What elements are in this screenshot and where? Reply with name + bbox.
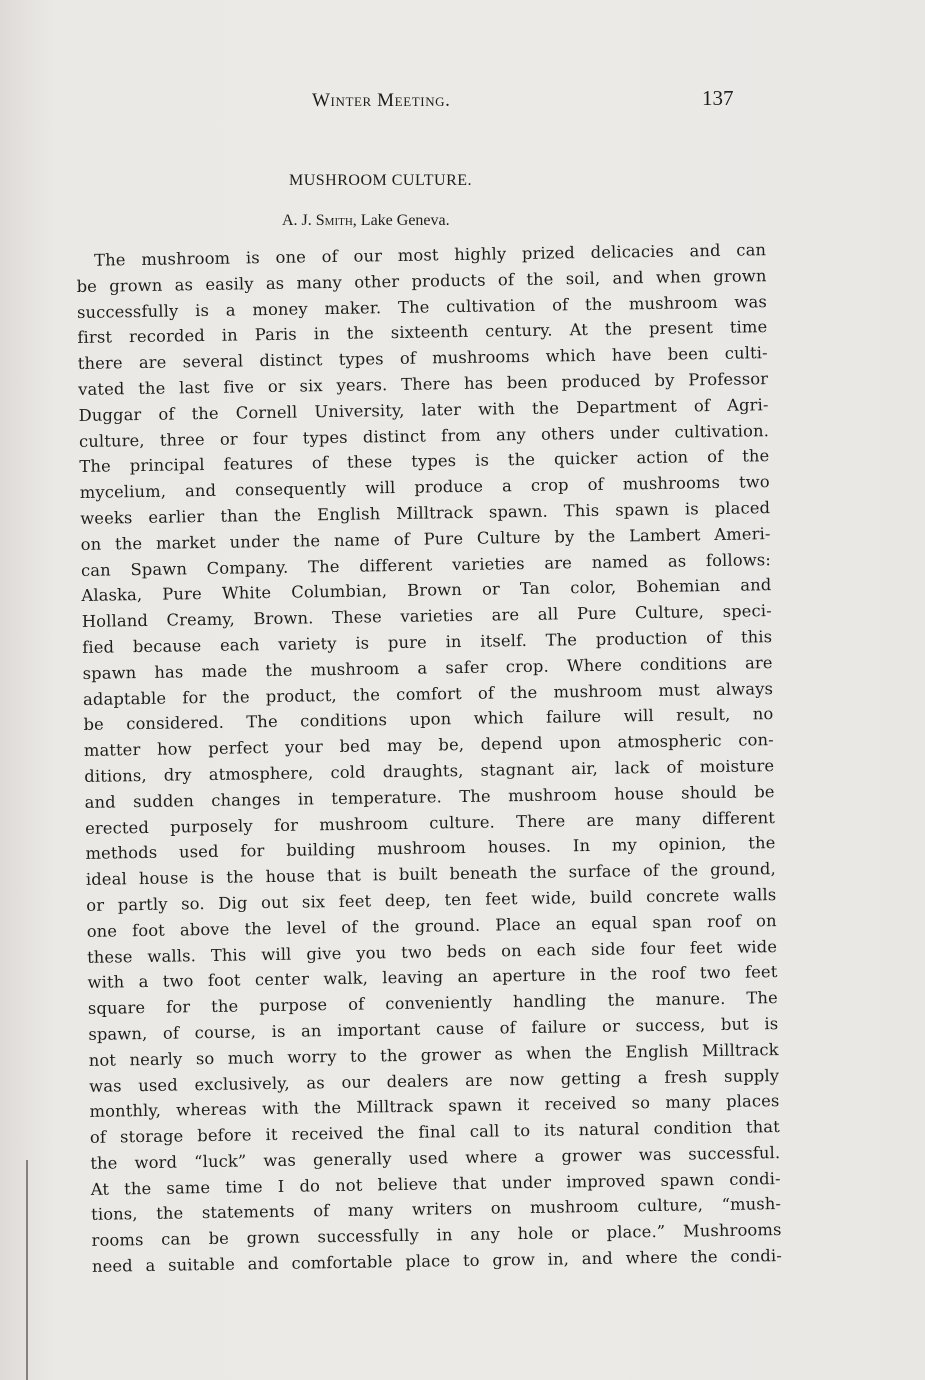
body-line: Duggar of the Cornell University, later with the Department of Agri-: [78, 394, 769, 425]
article-title: MUSHROOM CULTURE.: [289, 172, 473, 189]
body-line: need a suitable and comfortable place to grow in, and where the condi-: [91, 1246, 783, 1276]
body-line: was used exclusively, as our dealers are now getting a fresh supply: [89, 1065, 780, 1096]
body-text: [76, 237, 782, 1280]
body-line: the word “luck” was generally used where a grower was successful.: [90, 1142, 781, 1173]
body-line: ideal house is the house that is built beneath the surface of the ground,: [85, 859, 776, 890]
body-line: The mushroom is one of our most highly prized delicacies and can: [94, 240, 767, 270]
body-line: tions, the statements of many writers on mushroom culture, “mush-: [91, 1194, 782, 1225]
body-line: matter how perfect your bed may be, depend upon atmospheric con-: [83, 730, 774, 761]
body-line: rooms can be grown successfully in any hole or place.” Mushrooms: [91, 1220, 782, 1251]
body-line: successfully is a money maker. The cultivation of the mushroom was: [76, 291, 768, 322]
body-line: methods used for building mushroom houses. In my opinion, the: [85, 833, 776, 864]
body-line: spawn has made the mushroom a safer crop. Where conditions are: [82, 652, 773, 683]
body-line: Alaska, Pure White Columbian, Brown or Tan color, Bohemian and: [81, 575, 772, 606]
page-number: 137: [702, 86, 734, 110]
body-line: At the same time I do not believe that under improved spawn condi-: [90, 1168, 781, 1199]
body-line: ditions, dry atmosphere, cold draughts, stagnant air, lack of moisture: [84, 756, 775, 786]
body-line: first recorded in Paris in the sixteenth century. At the present time: [77, 317, 768, 348]
body-line: weeks earlier than the English Milltrack spawn. This spawn is placed: [80, 498, 771, 528]
body-line: of storage before it received the final call to its natural condition that: [89, 1117, 781, 1147]
body-line: be grown as easily as many other products of the soil, and when grown: [76, 265, 767, 296]
body-line: can Spawn Company. The different varieties are named as follows:: [80, 549, 772, 580]
running-head: Winter Meeting.: [312, 90, 451, 111]
body-line: Holland Creamy, Brown. These varieties are all Pure Culture, speci-: [81, 601, 772, 632]
body-line: adaptable for the product, the comfort of the mushroom must always: [82, 678, 774, 709]
body-line: erected purposely for mushroom culture. There are many different: [84, 807, 776, 838]
body-line: The principal features of these types is the quicker action of the: [79, 446, 770, 477]
body-line: mycelium, and consequently will produce a crop of mushrooms two: [79, 472, 770, 503]
body-line: vated the last five or six years. There has been produced by Professor: [78, 369, 769, 399]
body-line: these walls. This will give you two beds on each side four feet wide: [86, 936, 778, 967]
author-location: Lake Geneva.: [360, 212, 450, 229]
body-line: culture, three or four types distinct from any others under cultivation.: [78, 420, 770, 451]
body-line: monthly, whereas with the Milltrack spawn it received so many places: [89, 1091, 780, 1122]
body-line: spawn, of course, is an important cause of failure or success, but is: [88, 1013, 779, 1044]
body-line: with a two foot center walk, leaving an aperture in the roof two feet: [87, 962, 778, 993]
byline: [282, 212, 450, 230]
body-line: not nearly so much worry to the grower as when the English Milltrack: [88, 1039, 779, 1070]
body-line: square for the purpose of conveniently handling the manure. The: [87, 988, 779, 1019]
body-line: there are several distinct types of mushrooms which have been culti-: [77, 343, 768, 374]
author-name: A. J. Smith,: [282, 212, 357, 229]
body-line: one foot above the level of the ground. Place an equal span roof on: [86, 910, 777, 941]
body-line: fied because each variety is pure in itself. The production of this: [82, 627, 773, 657]
binding-edge: [26, 1160, 28, 1380]
body-line: or partly so. Dig out six feet deep, ten feet wide, build concrete walls: [86, 885, 777, 915]
body-line: on the market under the name of Pure Culture by the Lambert Ameri-: [80, 523, 771, 554]
body-line: be considered. The conditions upon which failure will result, no: [83, 704, 774, 735]
body-line: and sudden changes in temperature. The mushroom house should be: [84, 781, 775, 812]
